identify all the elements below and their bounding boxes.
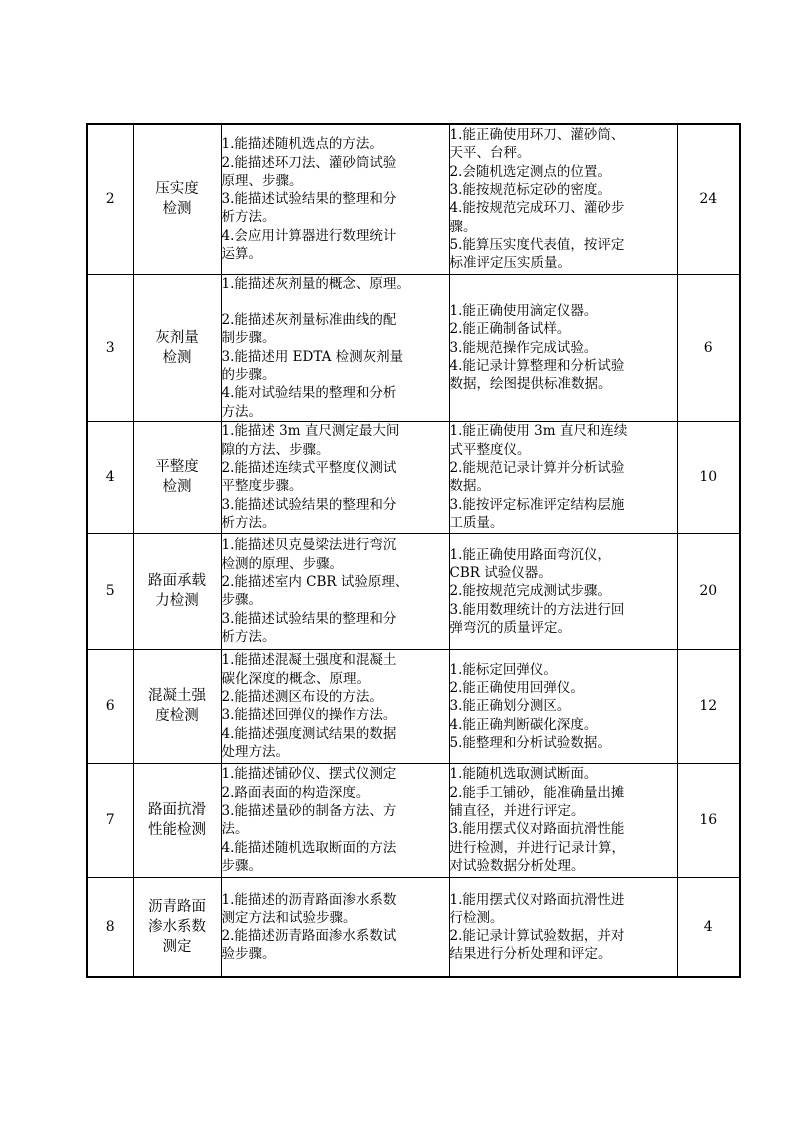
knowledge-cell: [221, 877, 449, 977]
skills-line: 4.能记录计算整理和分析试验: [449, 357, 625, 374]
skills-cell: [449, 124, 677, 274]
skills-cell: [449, 877, 677, 977]
skills-line: 2.能正确制备试样。: [449, 321, 571, 338]
row-number: 6: [87, 649, 133, 763]
knowledge-line: 1.能描述灰剂量的概念、原理。: [221, 275, 410, 292]
knowledge-cell: [221, 274, 449, 421]
topic-line: 检测: [162, 349, 192, 366]
topic-line: 路面抗滑: [148, 802, 206, 819]
skills-line: CBR 试验仪器。: [449, 564, 552, 581]
skills-line: 天平、台秤。: [449, 145, 531, 162]
skills-line: 3.能用数理统计的方法进行回: [449, 601, 625, 618]
skills-line: 3.能正确划分测区。: [449, 698, 571, 715]
knowledge-line: 3.能描述试验结果的整理和分: [221, 496, 397, 513]
knowledge-line: 2.能描述连续式平整度仪测试: [221, 460, 397, 477]
skills-line: 3.能规范操作完成试验。: [449, 339, 598, 356]
skills-cell: [449, 763, 677, 877]
skills-cell: [449, 533, 677, 649]
row-number: 4: [87, 421, 133, 533]
skills-line: 式平整度仪。: [449, 441, 531, 458]
knowledge-line: 制步骤。: [221, 330, 276, 347]
skills-line: 1.能随机选取测试断面。: [449, 766, 598, 783]
skills-line: 行检测。: [449, 909, 504, 926]
knowledge-line: 1.能描述随机选点的方法。: [221, 136, 383, 153]
topic-cell: [133, 274, 221, 421]
knowledge-cell: [221, 124, 449, 274]
knowledge-line: 方法。: [221, 403, 262, 420]
table-row: [87, 649, 740, 763]
knowledge-line: 隙的方法、步骤。: [221, 441, 330, 458]
hours-cell: 4: [677, 877, 740, 977]
topic-cell: [133, 421, 221, 533]
topic-line: 混凝土强: [148, 688, 206, 705]
knowledge-line: 平整度步骤。: [221, 478, 303, 495]
table-row: [87, 533, 740, 649]
knowledge-line: 处理方法。: [221, 743, 289, 760]
hours-cell: 24: [677, 124, 740, 274]
table-row: [87, 274, 740, 421]
skills-line: 弹弯沉的质量评定。: [449, 619, 571, 636]
skills-line: 2.能手工铺砂，能准确量出摊: [449, 784, 625, 801]
knowledge-cell: [221, 533, 449, 649]
hours-cell: 10: [677, 421, 740, 533]
knowledge-line: 步骤。: [221, 592, 262, 609]
row-number: 7: [87, 763, 133, 877]
topic-cell: [133, 533, 221, 649]
table-row: [87, 421, 740, 533]
knowledge-line: 碳化深度的概念、原理。: [221, 670, 370, 687]
skills-cell: [449, 274, 677, 421]
knowledge-line: 4.能描述随机选取断面的方法: [221, 839, 397, 856]
hours-cell: 12: [677, 649, 740, 763]
table-row: [87, 124, 740, 274]
knowledge-line: 验步骤。: [221, 946, 276, 963]
knowledge-line: 测定方法和试验步骤。: [221, 909, 357, 926]
skills-cell: [449, 649, 677, 763]
topic-line: 检测: [162, 201, 192, 218]
knowledge-line: 检测的原理、步骤。: [221, 555, 343, 572]
knowledge-cell: [221, 763, 449, 877]
skills-line: 工质量。: [449, 514, 504, 531]
topic-cell: [133, 763, 221, 877]
knowledge-line: 1.能描述铺砂仪、摆式仪测定: [221, 766, 397, 783]
skills-cell: [449, 421, 677, 533]
row-number: 2: [87, 124, 133, 274]
knowledge-line: 3.能描述试验结果的整理和分: [221, 610, 397, 627]
skills-line: 2.能记录计算试验数据，并对: [449, 928, 625, 945]
topic-line: 性能检测: [148, 822, 206, 839]
knowledge-line: 析方法。: [221, 209, 276, 226]
knowledge-line: 1.能描述混凝土强度和混凝土: [221, 652, 397, 669]
knowledge-line: 2.路面表面的构造深度。: [221, 784, 370, 801]
topic-cell: [133, 649, 221, 763]
skills-line: 1.能用摆式仪对路面抗滑性进: [449, 891, 625, 908]
skills-line: 3.能按评定标准评定结构层施: [449, 496, 625, 513]
knowledge-line: 1.能描述贝克曼梁法进行弯沉: [221, 537, 397, 554]
knowledge-line: 析方法。: [221, 628, 276, 645]
skills-line: 数据，绘图提供标准数据。: [449, 376, 612, 393]
topic-line: 路面承载: [148, 573, 206, 590]
skills-line: 2.会随机选定测点的位置。: [449, 163, 611, 180]
knowledge-line: 2.能描述测区布设的方法。: [221, 689, 383, 706]
topic-cell: [133, 124, 221, 274]
knowledge-line: 4.能描述强度测试结果的数据: [221, 725, 397, 742]
knowledge-line: 2.能描述灰剂量标准曲线的配: [221, 312, 397, 329]
topic-line: 测定: [162, 939, 192, 956]
skills-line: 骤。: [449, 218, 477, 235]
knowledge-line: 3.能描述量砂的制备方法、方: [221, 803, 397, 820]
skills-line: 2.能按规范完成测试步骤。: [449, 583, 611, 600]
skills-line: 5.能整理和分析试验数据。: [449, 734, 611, 751]
skills-line: 对试验数据分析处理。: [449, 857, 585, 874]
knowledge-line: 步骤。: [221, 857, 262, 874]
topic-line: 力检测: [155, 593, 199, 610]
topic-line: 压实度: [155, 181, 199, 198]
hours-cell: 20: [677, 533, 740, 649]
table-row: [87, 763, 740, 877]
knowledge-line: 法。: [221, 821, 249, 838]
knowledge-line: 3.能描述试验结果的整理和分: [221, 191, 397, 208]
topic-line: 灰剂量: [155, 329, 199, 346]
skills-line: 2.能正确使用回弹仪。: [449, 679, 584, 696]
knowledge-line: 运算。: [221, 245, 262, 262]
skills-line: 数据。: [449, 478, 490, 495]
hours-cell: 6: [677, 274, 740, 421]
skills-line: 1.能标定回弹仪。: [449, 661, 557, 678]
knowledge-line: 的步骤。: [221, 366, 276, 383]
topic-cell: [133, 877, 221, 977]
knowledge-line: 1.能描述的沥青路面渗水系数: [221, 891, 397, 908]
skills-line: 2.能规范记录计算并分析试验: [449, 460, 625, 477]
hours-cell: 16: [677, 763, 740, 877]
knowledge-line: 3.能描述用 EDTA 检测灰剂量: [221, 348, 404, 365]
topic-line: 度检测: [155, 708, 199, 725]
skills-line: 铺直径，并进行评定。: [449, 803, 585, 820]
table-body: [87, 124, 740, 977]
skills-line: 4.能正确判断碳化深度。: [449, 716, 598, 733]
topic-line: 平整度: [155, 459, 199, 476]
topic-line: 沥青路面: [148, 899, 206, 916]
skills-line: 1.能正确使用 3m 直尺和连续: [449, 423, 628, 440]
curriculum-table: [86, 123, 741, 978]
knowledge-line: 1.能描述 3m 直尺测定最大间: [221, 423, 400, 440]
knowledge-line: 2.能描述室内 CBR 试验原理、: [221, 574, 409, 591]
skills-line: 结果进行分析处理和评定。: [449, 946, 612, 963]
skills-line: 3.能按规范标定砂的密度。: [449, 181, 611, 198]
skills-line: 标准评定压实质量。: [449, 255, 571, 272]
row-number: 5: [87, 533, 133, 649]
row-number: 3: [87, 274, 133, 421]
knowledge-line: 3.能描述回弹仪的操作方法。: [221, 707, 397, 724]
table-row: [87, 877, 740, 977]
skills-line: 5.能算压实度代表值，按评定: [449, 236, 625, 253]
row-number: 8: [87, 877, 133, 977]
knowledge-line: 析方法。: [221, 514, 276, 531]
topic-line: 检测: [162, 479, 192, 496]
knowledge-line: [222, 293, 449, 311]
skills-line: 进行检测，并进行记录计算，: [449, 839, 625, 856]
skills-line: 4.能按规范完成环刀、灌砂步: [449, 200, 625, 217]
skills-line: 1.能正确使用路面弯沉仪，: [449, 546, 611, 563]
knowledge-line: 原理、步骤。: [221, 172, 303, 189]
knowledge-line: 4.能对试验结果的整理和分析: [221, 385, 397, 402]
topic-line: 渗水系数: [148, 919, 206, 936]
knowledge-line: 2.能描述环刀法、灌砂筒试验: [221, 154, 397, 171]
skills-line: 1.能正确使用环刀、灌砂筒、: [449, 127, 625, 144]
skills-line: 3.能用摆式仪对路面抗滑性能: [449, 821, 625, 838]
knowledge-cell: [221, 421, 449, 533]
knowledge-line: 4.会应用计算器进行数理统计: [221, 227, 397, 244]
knowledge-cell: [221, 649, 449, 763]
knowledge-line: 2.能描述沥青路面渗水系数试: [221, 928, 397, 945]
skills-line: 1.能正确使用滴定仪器。: [449, 302, 598, 319]
